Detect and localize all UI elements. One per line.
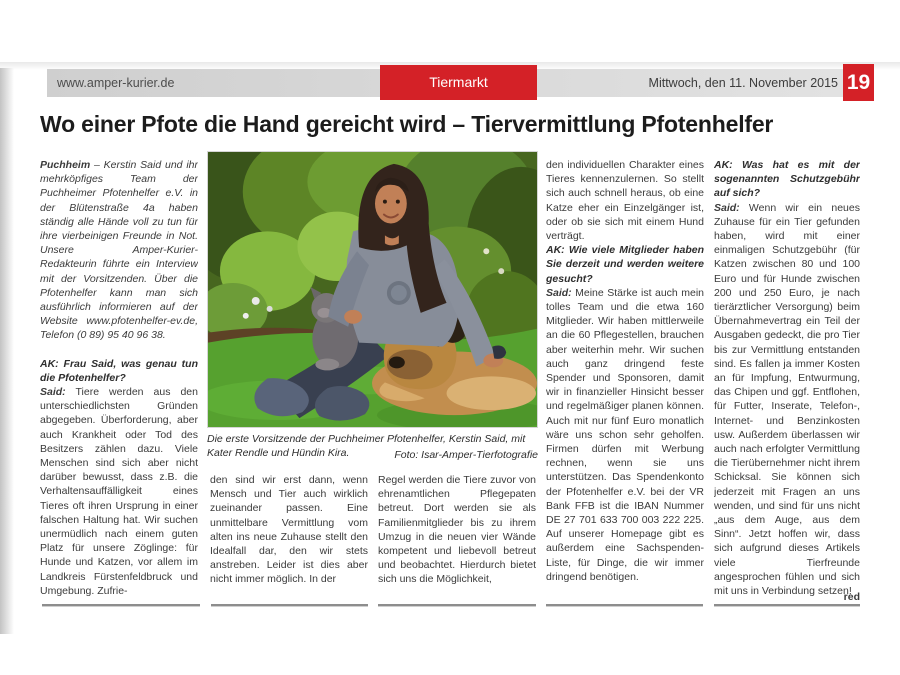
answer-1-part-2: den sind wir erst dann, wenn Mensch und Tier auch wirklich zueinander passen. Eine unmittelbare Vermittlung vom alten ins neue Zuhause stellt den Idealfall dar, den wir stets anstreben. Leider ist dies aber nicht immer möglich. In der <box>210 474 368 586</box>
page-number-badge: 19 <box>843 64 874 101</box>
column-rule <box>546 604 703 607</box>
intro-lead: Puchheim <box>40 159 91 171</box>
site-url: www.amper-kurier.de <box>57 76 175 90</box>
question-3: AK: Was hat es mit der sogenannten Schutzgebühr auf sich? <box>714 159 860 200</box>
article-photo <box>207 151 538 462</box>
photo-caption-text: Die erste Vorsitzende der Puchheimer Pfotenhelfer, Kerstin Said, mit Kater Rendle und Hündin Kira. <box>207 433 526 459</box>
byline: red <box>843 590 860 603</box>
answer-1-part-3: Regel werden die Tiere zuvor von ehrenamtlichen Pflegepaten betreut. Dort werden sie als Familienmitglieder bis zu ihrem Umzug in die neuen vier Wände kompetent und liebevoll betreut und beobachtet. Hierdurch bietet sich uns die Möglichkeit, <box>378 474 536 586</box>
speaker-label: Said: <box>40 386 66 399</box>
scan-edge-shadow <box>0 68 14 634</box>
question-2: AK: Wie viele Mitglieder haben Sie derzeit und werden weitere gesucht? <box>546 244 704 285</box>
date-label: Mittwoch, den 11. November 2015 <box>648 76 838 90</box>
article-headline: Wo einer Pfote die Hand gereicht wird – Tiervermittlung Pfotenhelfer <box>40 111 774 137</box>
article-column-4 <box>546 158 704 605</box>
column-rule <box>714 604 860 607</box>
speaker-label: Said: <box>546 286 572 299</box>
answer-1-text-1: Tiere werden aus den unterschiedlichsten Gründen abgegeben. Überforderung, aber auch Krankheit oder Tod des Besitzers zählen dazu. Viele Menschen sind sich aber nicht darüber bewusst, dass z.B. die Verhaltensauffälligkeit eines Tieres oft ihren Ursprung in einer falschen Haltung hat. Wir suchen unermüdlich nach einem guten Platz für unsere Zöglinge: für Hunde und Katzen, vor allem im Landkreis Fürstenfeldbruck und Umgebung. Zufrie- <box>40 386 198 597</box>
column-rule <box>42 604 200 607</box>
article-column-5 <box>714 158 860 605</box>
question-1: AK: Frau Said, was genau tun die Pfotenhelfer? <box>40 357 198 384</box>
answer-2-text: Meine Stärke ist auch mein tolles Team und die etwa 160 Mitglieder. Wir haben mittlerweile an die 60 Pflegestellen, brauchen aber weiterhin mehr. Wir suchen auch ganz dringend feste Spender und Sponsoren, damit wir in finanzieller Hinsicht besser und regelmäßiger planen können. Auch mit nur fünf Euro monatlich wäre uns schon sehr geholfen. Firmen dürfen mit Werbung rechnen, wenn sie uns unterstützen. Das Spendenkonto der Pfotenhelfer e.V. bei der VR Bank FFB ist die IBAN Nummer DE 27 701 633 700 003 222 225. Auf unserer Homepage gibt es außerdem eine Sachspenden-Liste, für Dinge, die wir immer dringend benötigen. <box>546 286 704 583</box>
answer-3-text: Wenn wir ein neues Zuhause für ein Tier gefunden haben, wird mit einer einmaligen Schutzgebühr (für Katzen zwischen 80 und 100 Euro und für Hunde zwischen 200 und 250 Euro, je nach tierärztlicher Versorgung) beim Übernahmevertrag ein Teil der Ausgaben gedeckt, die pro Tier bis zur Vermittlung entstanden sind. Es fallen ja immer Kosten an für Impfung, Entwurmung, das Chipen und ggf. Entflohen, für Futter, Inserate, Telefon-, Internet- und Benzinkosten usw. Außerdem überlassen wir auch nach erfolgter Vermittlung die Tierübernehmer nicht ihrem Schicksal. Sie können sich jederzeit mit Fragen an uns wenden, und sind für uns nicht „aus dem Auge, aus dem Sinn“. Jetzt hoffen wir, dass sich aufgrund dieses Artikels viele Tierfreunde angesprochen fühlen und sich mit uns in Verbindung setzen! <box>714 201 860 598</box>
column-rule <box>378 604 536 607</box>
intro-text: – Kerstin Said und ihr mehrköpfiges Team der Puchheimer Pfotenhelfer e.V. in der Blütenstraße 4a haben ständig alle Hände voll zu tun für ihre vierbeinigen Freunde in Not. Unsere Amper-Kurier-Redakteurin führte ein Interview mit der Vorsitzenden. Über die Pfotenhelfer kann man sich ausführlich informieren auf der Website www.pfotenhelfer-ev.de, Telefon (0 89) 95 40 96 38. <box>40 159 198 342</box>
column-rule <box>211 604 368 607</box>
speaker-label: Said: <box>714 201 740 214</box>
photo-credit: Foto: Isar-Amper-Tierfotografie <box>394 449 538 461</box>
article-column-2 <box>210 473 368 605</box>
section-label: Tiermarkt <box>380 65 537 100</box>
answer-2 <box>546 286 704 584</box>
answer-1-part-1 <box>40 385 198 598</box>
photo-caption <box>207 432 538 462</box>
article-column-3 <box>378 473 536 605</box>
answer-3 <box>714 201 860 599</box>
answer-1-part-4: den individuellen Charakter eines Tieres kennenzulernen. So stellt sich auch schnell heraus, ob eine Katze eher ein Einzelgänger ist, oder ob sie sich mit einem Hund verträgt. <box>546 159 704 243</box>
intro-paragraph <box>40 158 198 343</box>
article-column-1 <box>40 158 198 605</box>
photo-illustration <box>207 151 538 428</box>
